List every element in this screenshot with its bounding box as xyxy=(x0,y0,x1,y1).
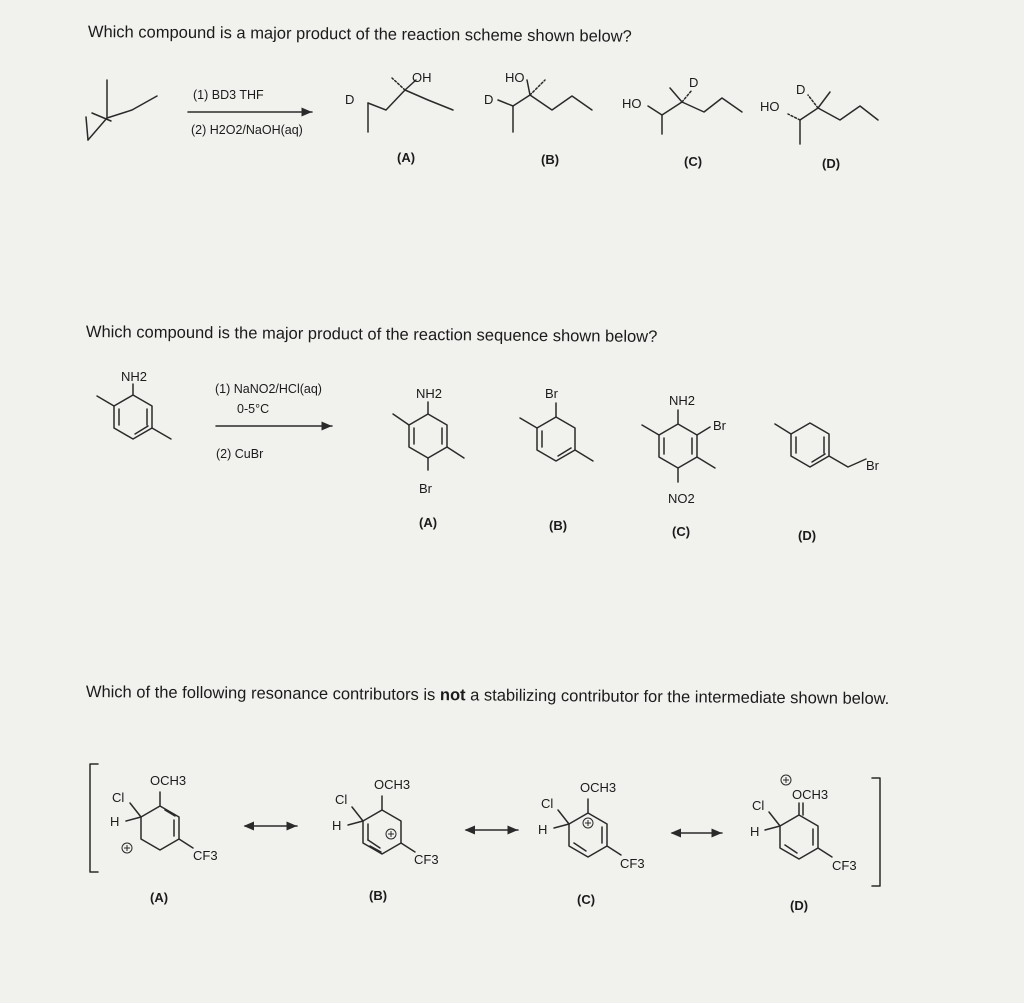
q3d-atom-h: H xyxy=(750,824,760,839)
q3a-atom-och3: OCH3 xyxy=(150,773,187,788)
q3-contributor-c xyxy=(538,780,645,907)
q3-option-c-label: (C) xyxy=(577,892,596,907)
q1-option-c-structure xyxy=(622,75,742,169)
q3b-atom-och3: OCH3 xyxy=(374,777,411,792)
q2-condition-1: (1) NaNO2/HCl(aq) xyxy=(215,382,322,396)
q3c-atom-och3: OCH3 xyxy=(580,780,617,795)
q2-reactant-xylidine xyxy=(97,369,171,439)
q3c-atom-h: H xyxy=(538,822,548,837)
q3a-atom-cl: Cl xyxy=(112,790,125,805)
q1-option-d-label: (D) xyxy=(822,156,841,171)
emphasis-not: not xyxy=(439,686,466,705)
q1a-atom-oh: OH xyxy=(412,70,432,85)
q1-option-d-structure xyxy=(760,82,878,171)
q3b-atom-cf3: CF3 xyxy=(414,852,439,867)
q1-option-a-label: (A) xyxy=(397,150,416,165)
q3c-atom-cl: Cl xyxy=(541,796,554,811)
q1-reaction-arrow xyxy=(188,88,312,137)
q2c-atom-no2: NO2 xyxy=(668,491,695,506)
q1d-atom-d: D xyxy=(796,82,806,97)
q3b-atom-h: H xyxy=(332,818,342,833)
question-3-text: Which of the following resonance contributors is not a stabilizing contributor for the intermediate shown below. xyxy=(85,682,890,709)
q1-condition-1: (1) BD3 THF xyxy=(193,88,264,102)
q1-option-b-structure xyxy=(484,70,592,167)
q2-condition-2: 0-5°C xyxy=(237,402,270,416)
question-1-text: Which compound is a major product of the reaction scheme shown below? xyxy=(87,22,632,46)
q1d-atom-ho: HO xyxy=(760,99,780,114)
q2a-atom-nh2: NH2 xyxy=(416,386,443,401)
q3a-atom-h: H xyxy=(110,814,120,829)
q2-option-b-label: (B) xyxy=(549,518,568,533)
q1-option-a-structure xyxy=(345,70,453,165)
q3b-atom-cl: Cl xyxy=(335,792,348,807)
q2-option-c-structure xyxy=(642,393,727,539)
q1c-atom-ho: HO xyxy=(622,96,642,111)
q2c-atom-nh2: NH2 xyxy=(669,393,696,408)
q3a-atom-cf3: CF3 xyxy=(193,848,218,863)
q2-option-b-structure xyxy=(520,386,593,533)
q1c-atom-d: D xyxy=(689,75,699,90)
q2a-atom-br: Br xyxy=(419,481,432,496)
q1-condition-2: (2) H2O2/NaOH(aq) xyxy=(191,123,303,137)
q2d-atom-br: Br xyxy=(866,458,879,473)
q2-option-a-label: (A) xyxy=(419,515,438,530)
q2-condition-3: (2) CuBr xyxy=(216,447,264,461)
q3-option-d-label: (D) xyxy=(790,898,809,913)
q3d-atom-cl: Cl xyxy=(752,798,765,813)
q1a-atom-d: D xyxy=(345,92,355,107)
q3-option-a-label: (A) xyxy=(150,890,169,905)
q1b-atom-d: D xyxy=(484,92,494,107)
q1-option-b-label: (B) xyxy=(541,152,560,167)
q2-option-d-structure xyxy=(775,423,880,543)
q3c-atom-cf3: CF3 xyxy=(620,856,645,871)
q3-contributor-a xyxy=(110,773,218,905)
q3-contributor-d xyxy=(750,775,857,913)
q3d-atom-cf3: CF3 xyxy=(832,858,857,873)
q2-option-c-label: (C) xyxy=(672,524,691,539)
q1b-atom-ho: HO xyxy=(505,70,525,85)
q3-contributor-b xyxy=(332,777,439,903)
q3-left-bracket xyxy=(90,764,98,872)
q3d-atom-och3: OCH3 xyxy=(792,787,829,802)
q1-reactant-alkene xyxy=(86,80,157,140)
question-2-text: Which compound is the major product of the reaction sequence shown below? xyxy=(85,322,658,346)
q2-reaction-arrow xyxy=(215,382,332,461)
q3-option-b-label: (B) xyxy=(369,888,388,903)
q2b-atom-br: Br xyxy=(545,386,558,401)
q2-option-a-structure xyxy=(393,386,464,530)
q1-option-c-label: (C) xyxy=(684,154,703,169)
q2-reactant-atom-nh2: NH2 xyxy=(121,369,148,384)
q3-right-bracket xyxy=(872,778,880,886)
q2c-atom-br: Br xyxy=(713,418,726,433)
q2-option-d-label: (D) xyxy=(798,528,817,543)
